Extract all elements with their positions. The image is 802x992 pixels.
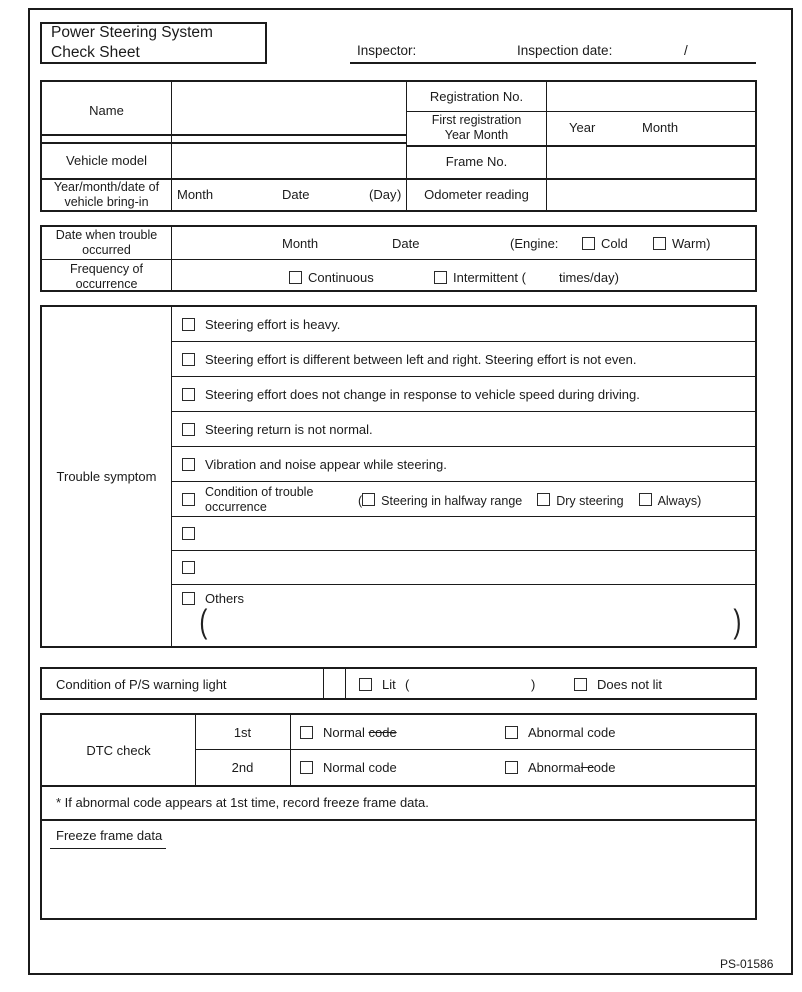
divider — [171, 376, 755, 377]
divider — [323, 669, 324, 698]
vehicle-model-label: Vehicle model — [66, 152, 147, 168]
first-registration-line1: First registration — [431, 113, 522, 127]
inspector-label: Inspector: — [357, 43, 417, 58]
frame-no-label: Frame No. — [445, 154, 508, 169]
engine-cold-label: Cold — [601, 236, 628, 251]
dtc2-abnormal-strike: l c — [580, 760, 594, 775]
freeze-frame-input-area[interactable] — [50, 855, 750, 917]
trouble-occurrence-table — [40, 225, 757, 292]
others-label: Others — [205, 591, 245, 606]
checkbox-engine-cold[interactable] — [582, 237, 595, 250]
checkbox-dtc1-normal[interactable] — [300, 726, 313, 739]
continuous-label: Continuous — [308, 270, 374, 285]
condition-paren-open: ( — [358, 494, 363, 508]
does-not-lit-label: Does not lit — [597, 677, 663, 692]
option-always-label: Always) — [657, 494, 702, 508]
divider — [171, 516, 755, 517]
dtc-note: * If abnormal code appears at 1st time, record freeze frame data. — [56, 795, 429, 810]
title-box — [40, 22, 267, 64]
vehicle-model-input-area[interactable] — [174, 144, 404, 176]
checkbox-steering-halfway[interactable] — [362, 493, 375, 506]
registration-no-label: Registration No. — [429, 89, 524, 104]
odometer-label: Odometer reading — [424, 186, 529, 202]
symptom-row-label: Steering effort is different between left and right. Steering effort is not even. — [205, 352, 637, 367]
checkbox-does-not-lit[interactable] — [574, 678, 587, 691]
divider — [171, 550, 755, 551]
engine-open-label: (Engine: — [510, 236, 559, 251]
inspector-input-area[interactable] — [430, 40, 510, 60]
dtc-first-label: 1st — [233, 724, 252, 740]
symptom-row-label: Steering effort does not change in response to vehicle speed during driving. — [205, 387, 640, 402]
condition-label-line2: occurrence — [205, 500, 267, 514]
bring-in-day-close: ) — [397, 187, 402, 202]
dtc-check-label: DTC check — [86, 742, 151, 758]
divider — [290, 715, 291, 785]
checkbox-always[interactable] — [639, 493, 652, 506]
divider — [42, 819, 755, 821]
lit-paren-open: ( — [405, 677, 410, 692]
checkbox-others[interactable] — [182, 592, 195, 605]
page-title-line1: Power Steering System — [51, 24, 213, 41]
divider — [171, 411, 755, 412]
condition-occurrence-label — [205, 485, 313, 515]
vehicle-info-table — [40, 80, 757, 212]
first-registration-label — [407, 111, 546, 145]
symptom-row-label: Steering effort is heavy. — [205, 317, 341, 332]
bring-in-label-line1: Year/month/date of — [53, 180, 160, 194]
registration-no-input-area[interactable] — [549, 84, 753, 109]
trouble-date-label-line2: occurred — [82, 243, 131, 257]
dtc2-abnormal-post: ode — [593, 760, 616, 775]
dtc2-abnormal-pre: Abnorma — [528, 760, 581, 775]
symptom-row-label: Steering return is not normal. — [205, 422, 373, 437]
divider — [171, 307, 172, 646]
bring-in-label — [42, 178, 171, 212]
option-dry-steering-label: Dry steering — [556, 494, 624, 508]
frequency-label-line2: occurrence — [75, 276, 138, 291]
frequency-label-line1: Frequency of — [70, 261, 143, 276]
checkbox-dtc2-normal[interactable] — [300, 761, 313, 774]
checkbox-symptom-blank-1[interactable] — [182, 527, 195, 540]
first-registration-line2: Year Month — [444, 128, 509, 142]
checkbox-dtc2-abnormal[interactable] — [505, 761, 518, 774]
checkbox-dtc1-abnormal[interactable] — [505, 726, 518, 739]
dtc2-abnormal-label — [528, 760, 615, 775]
symptom-row-label: Vibration and noise appear while steering. — [205, 457, 447, 472]
page-title-line2: Check Sheet — [51, 44, 140, 61]
dtc1-normal-label — [323, 725, 397, 740]
bring-in-month-label: Month — [177, 187, 214, 202]
others-paren-open: ( — [199, 602, 208, 640]
lit-paren-close: ) — [531, 677, 536, 692]
dtc1-abnormal-label: Abnormal code — [528, 725, 616, 740]
inspector-underline — [350, 62, 756, 64]
divider — [345, 669, 346, 698]
frequency-label — [42, 260, 171, 293]
odometer-input-area[interactable] — [549, 180, 753, 208]
checkbox-symptom-left-right[interactable] — [182, 353, 195, 366]
trouble-date-label-line1: Date when trouble — [55, 228, 158, 242]
trouble-date-label — [42, 227, 171, 259]
checkbox-symptom-heavy[interactable] — [182, 318, 195, 331]
divider — [171, 341, 755, 342]
checkbox-lit[interactable] — [359, 678, 372, 691]
inspection-date-label: Inspection date: — [517, 43, 613, 58]
doc-code: PS-01586 — [720, 957, 774, 971]
freeze-frame-label: Freeze frame data — [50, 828, 166, 849]
bring-in-label-line2: vehicle bring-in — [64, 195, 149, 209]
trouble-month-label: Month — [282, 236, 319, 251]
name-input-area[interactable] — [174, 84, 404, 136]
bring-in-day-open: (Day — [369, 187, 397, 202]
checkbox-symptom-vibration[interactable] — [182, 458, 195, 471]
checkbox-intermittent[interactable] — [434, 271, 447, 284]
inspection-date-slash: / — [684, 43, 688, 58]
name-label: Name — [89, 102, 124, 118]
inspection-date-input-area[interactable] — [625, 40, 745, 60]
warning-light-label: Condition of P/S warning light — [56, 677, 227, 692]
checkbox-continuous[interactable] — [289, 271, 302, 284]
divider — [42, 785, 755, 787]
others-input-area[interactable] — [217, 605, 727, 643]
lit-input-area[interactable] — [417, 674, 527, 697]
dtc1-normal-strike: code — [368, 725, 397, 740]
checkbox-dry-steering[interactable] — [537, 493, 550, 506]
trouble-symptom-table — [40, 305, 757, 648]
warning-light-table — [40, 667, 757, 700]
divider — [171, 481, 755, 482]
trouble-date-field-label: Date — [392, 236, 420, 251]
option-steering-halfway-label: Steering in halfway range — [381, 494, 523, 508]
condition-options — [358, 493, 701, 509]
intermittent-label: Intermittent ( — [453, 270, 526, 285]
checkbox-symptom-blank-2[interactable] — [182, 561, 195, 574]
dtc-second-label: 2nd — [231, 759, 254, 775]
checkbox-engine-warm[interactable] — [653, 237, 666, 250]
first-reg-year-label: Year — [569, 120, 596, 135]
times-per-day-label: times/day) — [559, 270, 619, 285]
checkbox-condition-occurrence[interactable] — [182, 493, 195, 506]
dtc2-normal-label: Normal code — [323, 760, 397, 775]
checkbox-symptom-return[interactable] — [182, 423, 195, 436]
dtc1-normal-pre: Normal — [323, 725, 369, 740]
bring-in-date-label: Date — [282, 187, 310, 202]
condition-label-line1: Condition of trouble — [205, 485, 314, 499]
trouble-symptom-label: Trouble symptom — [56, 469, 157, 484]
dtc-check-table — [40, 713, 757, 920]
frame-no-input-area[interactable] — [549, 147, 753, 176]
engine-warm-label: Warm) — [672, 236, 711, 251]
divider — [171, 82, 172, 210]
first-reg-month-label: Month — [642, 120, 679, 135]
divider — [171, 584, 755, 585]
divider — [171, 446, 755, 447]
lit-label: Lit — [382, 677, 396, 692]
others-paren-close: ) — [733, 602, 742, 640]
checkbox-symptom-speed[interactable] — [182, 388, 195, 401]
